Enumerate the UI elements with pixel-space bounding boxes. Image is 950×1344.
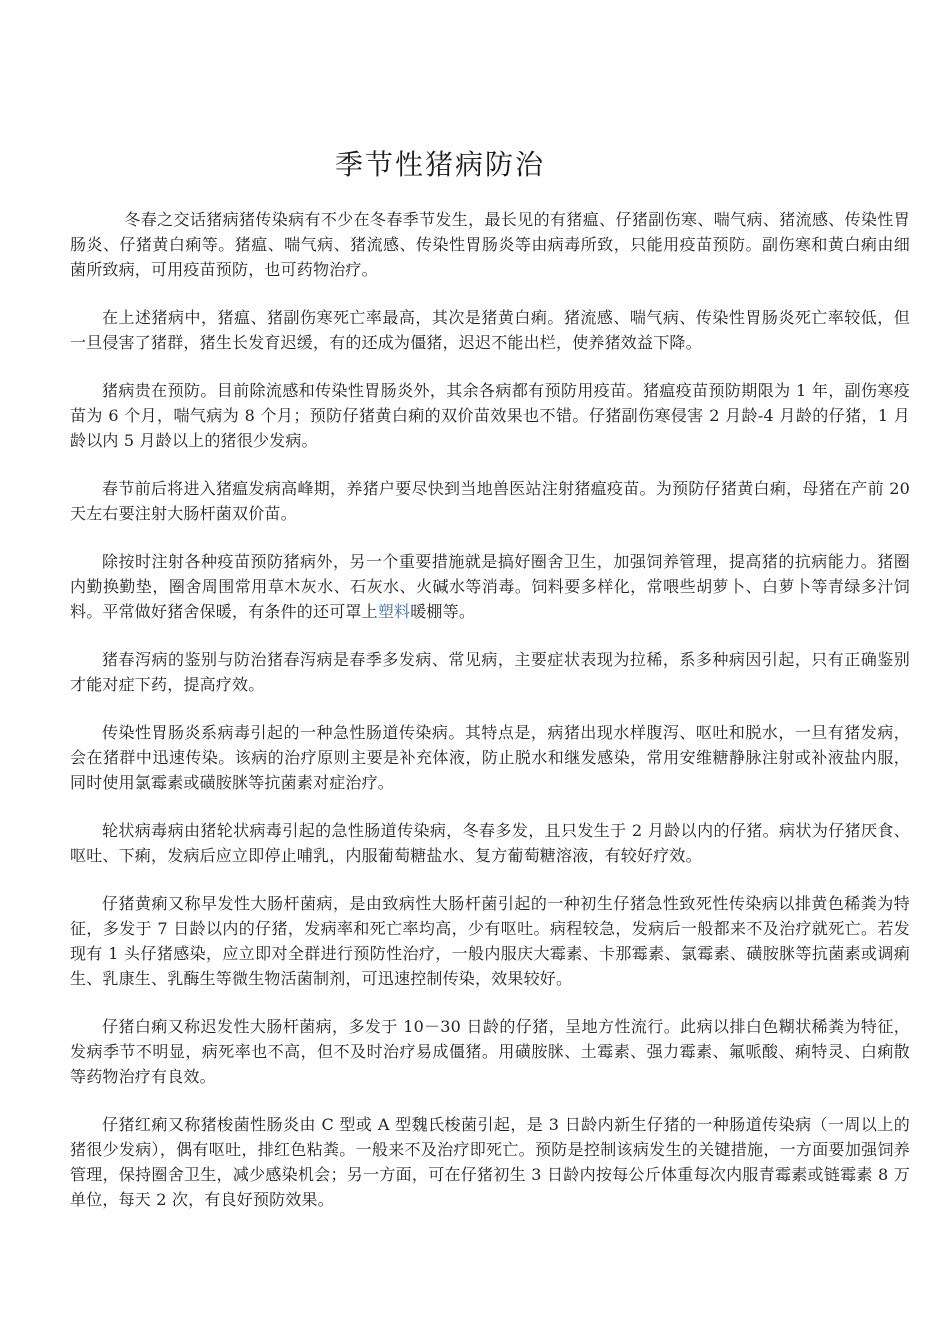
paragraph: 春节前后将进入猪瘟发病高峰期，养猪户要尽快到当地兽医站注射猪瘟疫苗。为预防仔猪黄白痢，母猪在产前 20 天左右要注射大肠杆菌双价苗。 xyxy=(70,479,910,523)
paragraph-text: 除按时注射各种疫苗预防猪病外，另一个重要措施就是搞好圈舍卫生，加强饲养管理，提高猪的抗病能力。猪圈内勤换勤垫，圈舍周围常用草木灰水、石灰水、火碱水等消毒。饲料要多样化，常喂些胡萝卜、白萝卜等青绿多汁饲料。平常做好猪舍保暖，有条件的还可罩上 xyxy=(70,552,910,621)
page-title: 季节性猪病防治 xyxy=(334,148,545,181)
paragraph: 猪病贵在预防。目前除流感和传染性胃肠炎外，其余各病都有预防用疫苗。猪瘟疫苗预防期限为 1 年，副伤寒疫苗为 6 个月，喘气病为 8 个月；预防仔猪黄白痢的双价苗效果也不错。仔猪副伤寒侵害 2 月龄-4 月龄的仔猪，1 月龄以内 5 月龄以上的猪很少发病。 xyxy=(70,381,910,450)
paragraph-text: 暖棚等。 xyxy=(410,602,476,621)
paragraph: 传染性胃肠炎系病毒引起的一种急性肠道传染病。其特点是，病猪出现水样腹泻、呕吐和脱水，一旦有猪发病，会在猪群中迅速传染。该病的治疗原则主要是补充体液，防止脱水和继发感染，常用安维糖静脉注射或补液盐内服，同时使用氯霉素或磺胺脒等抗菌素对症治疗。 xyxy=(70,723,910,792)
paragraph: 仔猪黄痢又称早发性大肠杆菌病，是由致病性大肠杆菌引起的一种初生仔猪急性致死性传染病以排黄色稀粪为特征，多发于 7 日龄以内的仔猪，发病率和死亡率均高，少有呕吐。病程较急，发病后一般都来不及治疗就死亡。若发现有 1 头仔猪感染，应立即对全群进行预防性治疗，一般内服庆大霉素、卡那霉素、氯霉素、磺胺脒等抗菌素或调痢生、乳康生、乳酶生等微生物活菌制剂，可迅速控制传染，效果较好。 xyxy=(70,894,910,988)
paragraph: 猪春泻病的鉴别与防治猪春泻病是春季多发病、常见病，主要症状表现为拉稀，系多种病因引起，只有正确鉴别才能对症下药，提高疗效。 xyxy=(70,650,910,694)
paragraph: 轮状病毒病由猪轮状病毒引起的急性肠道传染病，冬春多发，且只发生于 2 月龄以内的仔猪。病状为仔猪厌食、呕吐、下痢，发病后应立即停止哺乳，内服葡萄糖盐水、复方葡萄糖溶液，有较好疗效。 xyxy=(70,821,910,865)
paragraph: 仔猪红痢又称猪梭菌性肠炎由 C 型或 A 型魏氏梭菌引起，是 3 日龄内新生仔猪的一种肠道传染病（一周以上的猪很少发病），偶有呕吐，排红色粘粪。一般来不及治疗即死亡。预防是控制该病发生的关键措施，一方面要加强饲养管理，保持圈舍卫生，减少感染机会；另一方面，可在仔猪初生 3 日龄内按每公斤体重每次内服青霉素或链霉素 8 万单位，每天 2 次，有良好预防效果。 xyxy=(70,1115,910,1209)
plastic-link[interactable]: 塑料 xyxy=(377,602,411,621)
paragraph: 仔猪白痢又称迟发性大肠杆菌病，多发于 10－30 日龄的仔猪，呈地方性流行。此病以排白色糊状稀粪为特征，发病季节不明显，病死率也不高，但不及时治疗易成僵猪。用磺胺脒、土霉素、强力霉素、氟哌酸、痢特灵、白痢散等药物治疗有良效。 xyxy=(70,1017,910,1086)
paragraph-with-link xyxy=(70,549,910,624)
article-body xyxy=(70,207,910,1235)
paragraph: 冬春之交话猪病猪传染病有不少在冬春季节发生，最长见的有猪瘟、仔猪副伤寒、喘气病、猪流感、传染性胃肠炎、仔猪黄白痢等。猪瘟、喘气病、猪流感、传染性胃肠炎等由病毒所致，只能用疫苗预防。副伤寒和黄白痢由细菌所致病，可用疫苗预防，也可药物治疗。 xyxy=(70,210,910,279)
paragraph: 在上述猪病中，猪瘟、猪副伤寒死亡率最高，其次是猪黄白痢。猪流感、喘气病、传染性胃肠炎死亡率较低，但一旦侵害了猪群，猪生长发育迟缓，有的还成为僵猪，迟迟不能出栏，使养猪效益下降。 xyxy=(70,308,910,352)
